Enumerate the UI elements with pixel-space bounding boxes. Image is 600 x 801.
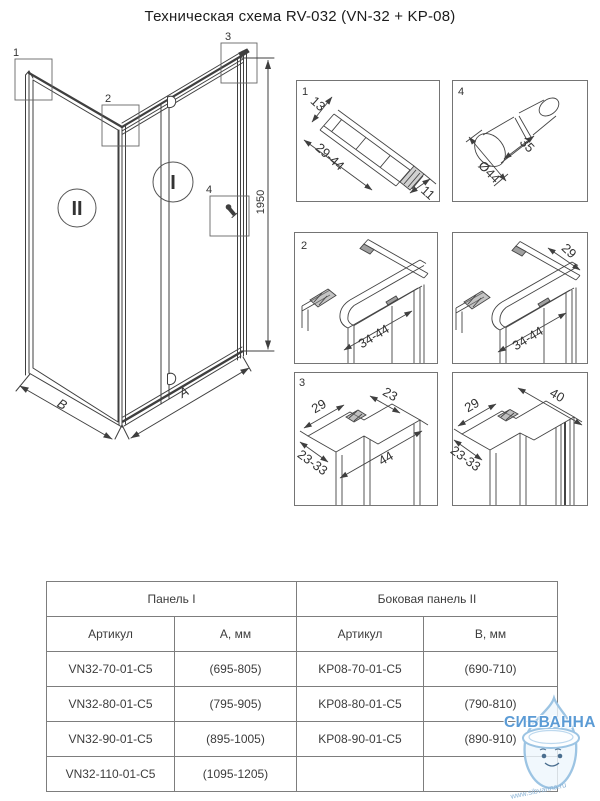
table-group-header-row (47, 582, 558, 617)
group-header-panel-1: Панель I (47, 582, 297, 617)
article-cell (297, 757, 424, 792)
detail-2-number: 2 (301, 240, 308, 252)
detail-4-dim-d44: Ø44 (475, 157, 504, 186)
size-cell: (890-910) (424, 722, 558, 757)
panel-i-label: I (170, 172, 176, 194)
door-right-stile (238, 54, 247, 361)
article-cell: VN32-70-01-C5 (47, 652, 175, 687)
detail-3b-dim-29: 29 (461, 394, 482, 416)
article-cell: KP08-80-01-C5 (297, 687, 424, 722)
detail-3-number: 3 (299, 377, 306, 389)
detail-3a-dim-23-33: 23-33 (294, 446, 331, 479)
watermark (496, 690, 600, 800)
side-panel-glass (33, 80, 118, 422)
door-handle (226, 204, 236, 216)
detail-box-2a (294, 232, 438, 364)
detail-3b-dim-40: 40 (547, 384, 568, 406)
detail-box-3b (447, 372, 588, 506)
detail-2b-dim-34-44: 34-44 (509, 323, 546, 354)
column-header: Артикул (297, 617, 424, 652)
panel-ii-label: II (71, 198, 83, 220)
marker-3-box (221, 43, 257, 83)
table-column-header-row (47, 617, 558, 652)
marker-2-label: 2 (105, 93, 112, 105)
pivot-hook-bottom (168, 373, 176, 384)
table-row (47, 687, 558, 722)
detail-3b-dim-23-33: 23-33 (447, 442, 484, 475)
detail-3a-dim-29: 29 (308, 395, 329, 417)
detail-box-1 (296, 80, 440, 202)
watermark-url: www.sibvanna.ru (509, 780, 568, 801)
detail-1-number: 1 (302, 86, 309, 98)
detail-2a-dim-34-44: 34-44 (355, 321, 392, 352)
marker-4-label: 4 (206, 184, 213, 196)
main-diagram (0, 30, 290, 560)
detail-box-4 (452, 80, 588, 202)
pivot-hook-top (168, 96, 176, 107)
marker-3-label: 3 (225, 31, 232, 43)
article-cell: KP08-70-01-C5 (297, 652, 424, 687)
article-cell: VN32-110-01-C5 (47, 757, 175, 792)
article-cell: KP08-90-01-C5 (297, 722, 424, 757)
table-row (47, 722, 558, 757)
column-header: А, мм (175, 617, 297, 652)
detail-3a-dim-44: 44 (375, 447, 396, 469)
size-cell: (790-810) (424, 687, 558, 722)
a-dim-line (131, 368, 249, 438)
table-row (47, 757, 558, 792)
b-dim-label: B (54, 395, 70, 413)
detail-box-2b (452, 232, 588, 364)
article-cell: VN32-80-01-C5 (47, 687, 175, 722)
size-cell: (1095-1205) (175, 757, 297, 792)
table-row (47, 652, 558, 687)
detail-4-number: 4 (458, 86, 465, 98)
parts-table (46, 581, 558, 792)
detail-1-dim-13: 13 (307, 93, 329, 115)
detail-1-dim-11: 11 (417, 182, 439, 203)
size-cell: (690-710) (424, 652, 558, 687)
height-dim-label: 1950 (255, 189, 267, 215)
door-leaf-edge (161, 100, 169, 404)
article-cell: VN32-90-01-C5 (47, 722, 175, 757)
size-cell: (895-1005) (175, 722, 297, 757)
marker-1-label: 1 (13, 47, 20, 59)
detail-4-dim-35: 35 (516, 134, 538, 156)
size-cell: (695-805) (175, 652, 297, 687)
detail-3a-dim-23: 23 (380, 383, 401, 405)
size-cell: (795-905) (175, 687, 297, 722)
column-header: В, мм (424, 617, 558, 652)
detail-1-dim-29-44: 29-44 (312, 139, 348, 174)
door-top-rail (122, 55, 243, 127)
detail-2b-dim-29: 29 (558, 240, 580, 262)
watermark-brand: СИБВАННА (504, 714, 596, 731)
page-title: Техническая схема RV-032 (VN-32 + KP-08) (144, 8, 456, 25)
column-header: Артикул (47, 617, 175, 652)
a-dim-label: A (176, 383, 192, 401)
detail-box-3a (294, 372, 438, 506)
group-header-panel-2: Боковая панель II (297, 582, 558, 617)
